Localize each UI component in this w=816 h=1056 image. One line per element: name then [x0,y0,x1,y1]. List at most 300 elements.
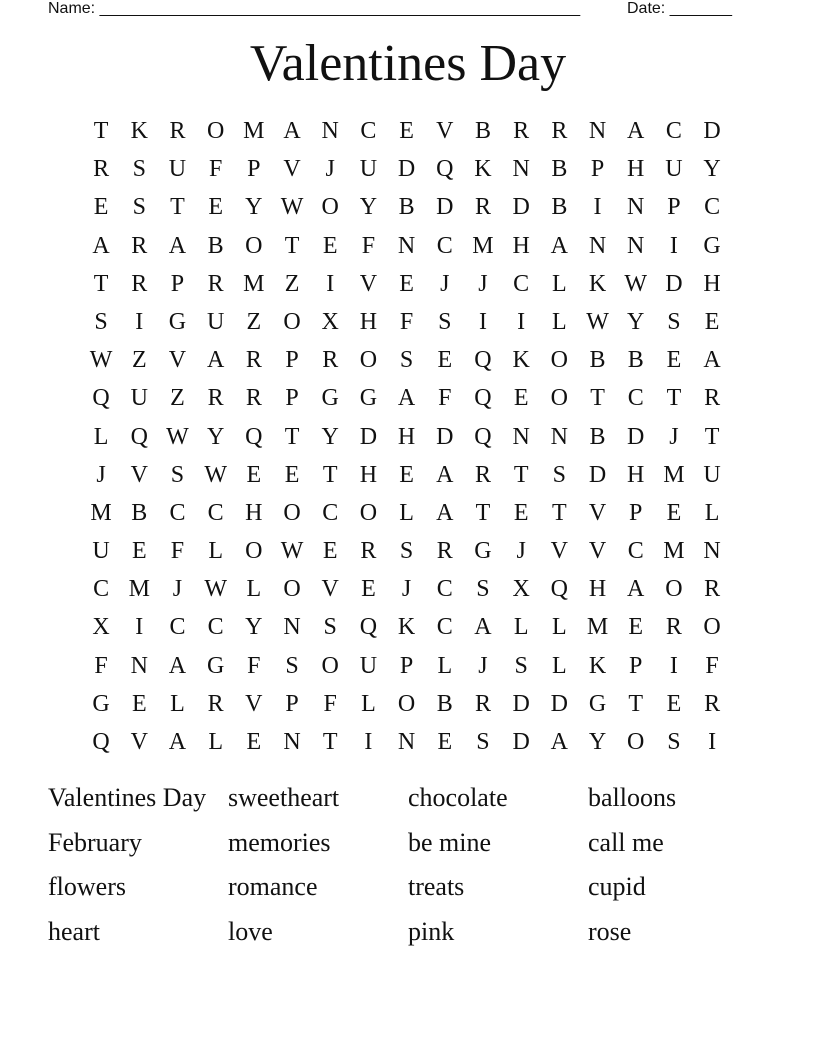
grid-letter: C [322,499,339,526]
grid-letter: B [131,499,148,526]
grid-letter: T [590,385,605,412]
word-list-item: pink [408,916,455,946]
grid-letter: A [436,499,454,526]
grid-letter: K [512,347,530,374]
grid-letter: D [397,156,416,183]
grid-letter: Q [474,423,492,450]
grid-letter: L [208,729,223,755]
grid-letter: A [550,729,569,755]
grid-letter: U [665,156,683,183]
grid-letter: V [436,118,454,144]
grid-letter: T [475,499,491,526]
grid-letter: K [588,652,607,679]
word-list-item: February [48,827,142,857]
grid-letter: T [322,729,338,755]
grid-letter: N [283,614,301,641]
grid-letter: S [132,194,146,221]
grid-letter: L [93,423,109,450]
grid-letter: G [359,385,378,412]
grid-letter: N [703,538,721,565]
grid-letter: S [476,576,490,603]
grid-letter: E [246,461,262,488]
grid-letter: J [669,423,679,450]
grid-letter: K [474,156,492,183]
grid-letter: I [708,729,717,755]
grid-letter: R [665,614,682,641]
grid-letter: E [437,729,453,755]
grid-letter: M [663,538,685,565]
grid-letter: N [627,194,645,221]
grid-letter: D [512,194,530,221]
grid-letter: G [703,232,721,259]
grid-letter: M [472,232,494,259]
grid-letter: D [703,118,721,144]
grid-letter: R [360,538,377,565]
grid-letter: U [703,461,721,488]
grid-letter: O [703,614,721,641]
word-list-item: cupid [588,872,646,901]
grid-letter: V [588,538,607,565]
grid-letter: G [588,690,607,717]
grid-letter: U [130,385,148,412]
word-list [48,782,768,960]
grid-letter: H [627,461,645,488]
grid-letter: R [474,690,491,717]
grid-letter: Q [436,156,454,183]
grid-letter: F [323,690,337,717]
grid-letter: T [93,270,109,297]
grid-letter: A [283,118,301,144]
grid-letter: W [280,538,304,565]
grid-letter: C [513,270,530,297]
grid-letter: K [130,118,148,144]
grid-letter: A [168,729,187,755]
grid-letter: V [283,156,301,183]
grid-letter: E [322,538,338,565]
grid-letter: S [667,729,681,755]
grid-letter: P [285,690,299,717]
grid-letter: H [588,576,607,603]
grid-letter: E [437,347,453,374]
grid-letter: O [359,347,378,374]
grid-letter: R [704,385,721,412]
grid-letter: A [397,385,416,412]
grid-letter: J [401,576,412,603]
grid-letter: E [399,270,414,297]
grid-letter: M [586,614,609,641]
grid-letter: I [135,614,144,641]
grid-letter: S [132,156,146,183]
grid-letter: P [399,652,414,679]
grid-letter: E [322,232,338,259]
grid-letter: S [438,308,452,335]
grid-letter: Q [92,385,110,412]
grid-letter: B [627,347,644,374]
grid-letter: E [666,690,682,717]
grid-letter: N [627,232,645,259]
grid-letter: N [397,729,416,755]
grid-letter: J [478,652,488,679]
grid-letter: T [666,385,682,412]
word-list-item: memories [228,827,331,857]
grid-letter: O [665,576,683,603]
grid-letter: S [514,652,528,679]
grid-letter: C [169,499,186,526]
grid-letter: Y [321,423,339,450]
grid-letter: Z [131,347,147,374]
grid-letter: T [170,194,185,221]
grid-letter: L [399,499,414,526]
grid-letter: Q [474,385,492,412]
grid-letter: N [588,118,607,144]
grid-letter: W [89,347,113,374]
grid-letter: Q [359,614,378,641]
grid-letter: F [94,652,108,679]
grid-letter: Q [550,576,569,603]
grid-letter: S [476,729,490,755]
grid-letter: I [517,308,526,335]
grid-letter: N [550,423,569,450]
grid-letter: R [245,385,262,412]
grid-letter: C [360,118,377,144]
grid-letter: E [246,729,262,755]
grid-letter: G [168,308,187,335]
grid-letter: P [629,499,643,526]
grid-letter: S [667,308,681,335]
grid-letter: H [359,308,378,335]
grid-letter: Y [359,194,378,221]
grid-letter: A [627,576,645,603]
grid-letter: J [516,538,526,565]
grid-letter: D [359,423,378,450]
grid-letter: E [131,690,147,717]
date-field-label: Date: _______ [627,0,732,17]
word-list-item: treats [408,872,465,901]
grid-letter: C [169,614,186,641]
grid-letter: A [168,232,187,259]
grid-letter: A [168,652,187,679]
grid-letter: M [243,270,265,297]
grid-letter: H [627,156,645,183]
grid-letter: B [207,232,224,259]
grid-letter: X [321,308,339,335]
grid-letter: O [245,538,263,565]
grid-letter: H [397,423,416,450]
grid-letter: O [397,690,416,717]
grid-letter: M [90,499,112,526]
grid-letter: E [399,461,414,488]
grid-letter: E [361,576,376,603]
grid-letter: C [627,385,644,412]
grid-letter: L [246,576,262,603]
grid-letter: Y [703,156,721,183]
grid-letter: V [130,729,148,755]
grid-letter: C [436,232,453,259]
grid-letter: B [398,194,415,221]
grid-letter: P [629,652,643,679]
grid-letter: Q [92,729,110,755]
grid-letter: F [399,308,414,335]
grid-letter: A [627,118,645,144]
grid-letter: J [172,576,183,603]
grid-letter: O [550,385,569,412]
grid-letter: Y [588,729,607,755]
grid-letter: B [589,423,606,450]
grid-letter: D [627,423,645,450]
grid-letter: G [206,652,225,679]
word-list-item: chocolate [408,783,508,812]
grid-letter: E [666,499,682,526]
grid-letter: K [588,270,607,297]
grid-letter: R [131,232,148,259]
grid-letter: O [321,652,339,679]
grid-letter: J [440,270,450,297]
grid-letter: S [399,538,414,565]
grid-letter: I [669,232,678,259]
grid-letter: I [364,729,373,755]
grid-letter: H [359,461,378,488]
grid-letter: O [283,308,301,335]
grid-letter: L [208,538,223,565]
grid-letter: O [283,576,301,603]
grid-letter: T [93,118,109,144]
grid-letter: D [588,461,607,488]
grid-letter: S [170,461,185,488]
grid-letter: L [552,614,567,641]
grid-letter: U [206,308,225,335]
grid-letter: L [513,614,529,641]
grid-letter: R [245,347,262,374]
grid-letter: U [359,156,378,183]
grid-letter: W [624,270,648,297]
grid-letter: V [130,461,148,488]
grid-letter: D [550,690,569,717]
grid-letter: F [208,156,223,183]
grid-letter: H [703,270,721,297]
grid-letter: T [704,423,720,450]
grid-letter: P [247,156,261,183]
grid-letter: C [93,576,110,603]
grid-letter: P [285,385,299,412]
grid-letter: C [704,194,721,221]
grid-letter: C [436,576,453,603]
grid-letter: G [474,538,492,565]
grid-letter: N [588,232,607,259]
grid-letter: P [590,156,605,183]
grid-letter: V [588,499,607,526]
grid-letter: R [436,538,453,565]
grid-letter: L [552,308,567,335]
grid-letter: L [552,652,567,679]
grid-letter: N [321,118,339,144]
page-title: Valentines Day [249,35,567,92]
grid-letter: C [665,118,682,144]
word-list-item: call me [588,827,664,857]
grid-letter: I [135,308,144,335]
grid-letter: N [512,423,530,450]
grid-letter: N [283,729,301,755]
grid-letter: T [284,232,300,259]
name-field-label: Name: ______________________________________________________ [48,0,581,17]
grid-letter: R [207,690,224,717]
grid-letter: G [92,690,110,717]
grid-letter: O [359,499,378,526]
grid-letter: C [436,614,453,641]
grid-letter: R [93,156,110,183]
grid-letter: L [704,499,720,526]
grid-letter: W [586,308,609,335]
word-list-item: romance [228,872,318,901]
grid-letter: N [512,156,530,183]
grid-letter: A [550,232,569,259]
grid-letter: S [399,347,414,374]
grid-letter: O [245,232,263,259]
grid-letter: P [170,270,185,297]
grid-letter: T [552,499,567,526]
word-list-item: heart [48,916,100,946]
grid-letter: E [628,614,644,641]
grid-letter: S [285,652,299,679]
grid-letter: E [513,499,529,526]
grid-letter: O [550,347,569,374]
grid-letter: L [361,690,376,717]
grid-letter: U [359,652,378,679]
grid-letter: R [704,576,721,603]
grid-letter: L [437,652,453,679]
grid-letter: H [245,499,263,526]
word-list-item: rose [588,916,632,946]
grid-letter: I [593,194,602,221]
grid-letter: E [208,194,223,221]
grid-letter: A [206,347,225,374]
grid-letter: Z [284,270,300,297]
grid-letter: D [512,729,530,755]
grid-letter: W [280,194,304,221]
grid-letter: F [705,652,719,679]
grid-letter: F [247,652,261,679]
grid-letter: U [168,156,187,183]
grid-letter: R [207,385,224,412]
grid-letter: N [397,232,416,259]
grid-letter: E [666,347,682,374]
grid-letter: Q [130,423,148,450]
grid-letter: R [169,118,186,144]
grid-letter: I [669,652,678,679]
grid-letter: O [206,118,225,144]
grid-letter: V [359,270,378,297]
grid-letter: F [361,232,376,259]
grid-letter: F [438,385,452,412]
grid-letter: B [551,194,568,221]
grid-letter: A [92,232,110,259]
grid-letter: O [321,194,339,221]
grid-letter: J [96,461,106,488]
grid-letter: V [168,347,187,374]
grid-letter: Z [246,308,262,335]
grid-letter: R [207,270,224,297]
grid-letter: R [704,690,721,717]
grid-letter: Z [170,385,185,412]
word-list-item: flowers [48,872,126,901]
grid-letter: K [397,614,416,641]
grid-letter: L [170,690,185,717]
grid-letter: T [284,423,300,450]
grid-letter: L [552,270,567,297]
word-list-item: love [228,916,273,946]
word-list-item: be mine [408,827,492,857]
grid-letter: D [665,270,683,297]
grid-letter: B [436,690,453,717]
word-list-item: balloons [588,783,677,812]
grid-letter: W [166,423,189,450]
grid-letter: D [436,194,454,221]
grid-letter: P [667,194,681,221]
word-list-item: sweetheart [228,783,340,812]
grid-letter: M [663,461,685,488]
grid-letter: S [94,308,108,335]
grid-letter: S [552,461,567,488]
grid-letter: T [628,690,644,717]
word-search-grid [82,112,731,761]
grid-letter: E [131,538,147,565]
grid-letter: M [128,576,150,603]
grid-letter: B [474,118,491,144]
grid-letter: C [207,499,224,526]
grid-letter: D [512,690,530,717]
grid-letter: I [326,270,335,297]
grid-letter: W [204,576,227,603]
grid-letter: R [551,118,568,144]
grid-letter: R [322,347,339,374]
grid-letter: Q [245,423,263,450]
grid-letter: B [589,347,606,374]
grid-letter: E [399,118,414,144]
grid-letter: U [92,538,110,565]
grid-letter: O [627,729,645,755]
grid-letter: S [323,614,337,641]
grid-letter: F [170,538,185,565]
grid-letter: G [321,385,339,412]
grid-letter: R [513,118,530,144]
grid-letter: Y [206,423,225,450]
grid-letter: X [92,614,110,641]
grid-letter: B [551,156,568,183]
grid-letter: E [284,461,300,488]
grid-letter: V [321,576,339,603]
grid-letter: Y [245,194,263,221]
grid-letter: A [703,347,721,374]
grid-letter: C [627,538,644,565]
grid-letter: A [474,614,492,641]
grid-letter: E [93,194,109,221]
grid-letter: R [474,461,491,488]
grid-letter: P [285,347,299,374]
grid-letter: T [513,461,529,488]
grid-letter: J [325,156,335,183]
grid-letter: A [436,461,454,488]
grid-letter: T [322,461,338,488]
grid-letter: V [245,690,263,717]
grid-letter: O [283,499,301,526]
grid-letter: Q [474,347,492,374]
grid-letter: J [478,270,488,297]
grid-letter: N [130,652,148,679]
grid-letter: R [131,270,148,297]
grid-letter: M [243,118,265,144]
grid-letter: C [207,614,224,641]
grid-letter: X [512,576,530,603]
grid-letter: W [204,461,227,488]
